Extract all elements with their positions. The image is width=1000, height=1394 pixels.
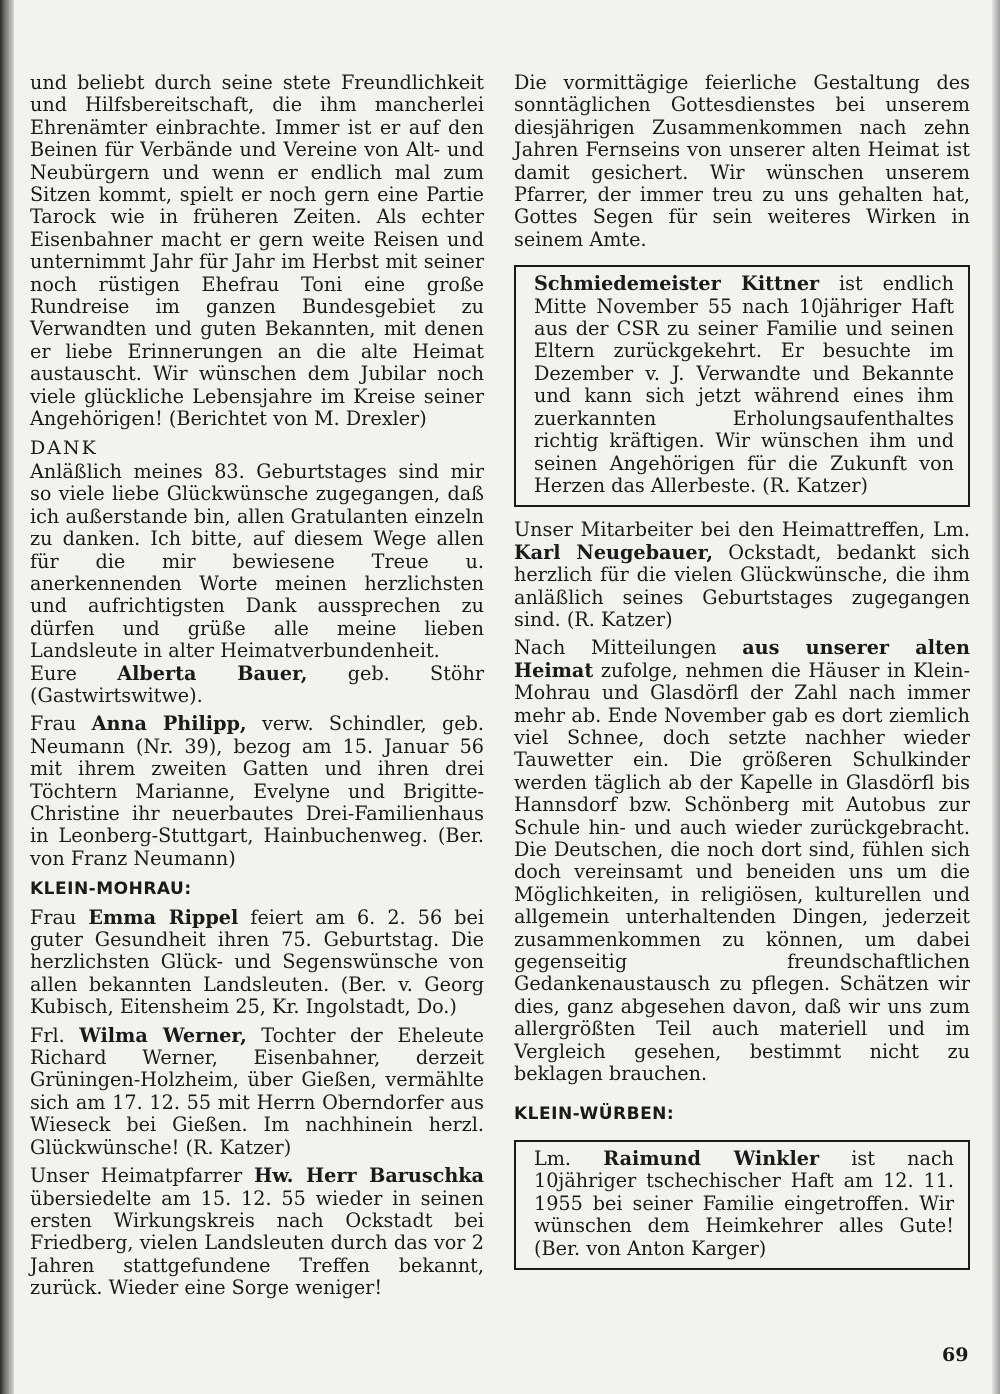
philipp-name: Anna Philipp, [91,712,247,736]
dank-heading: DANK [30,436,98,459]
dank-signature-name: Alberta Bauer, [117,661,308,685]
werner-name: Wilma Werner, [79,1023,247,1047]
rippel-name: Emma Rippel [88,905,239,929]
kittner-name: Schmiedemeister Kittner [534,272,820,296]
neugebauer-name: Karl Neugebauer, [514,540,714,564]
kittner-article: Schmiedemeister Kittner ist endlich Mitte November 55 nach 10jähriger Haft aus der CSR zu seiner Familie und seinen Eltern zurückgekehrt. Er besuchte im Dezember v. J. Verwandte und Bekannte und kann sich jetzt während eines ihm zuerkannten Erholungsaufenthaltes richtig kräftigen. Wir wünschen ihm und seinen Angehörigen für die Zukunft von Herzen das Allerbeste. (R. Katzer) [534,272,954,497]
klein-wuerben-heading: KLEIN-WÜRBEN: [514,1104,675,1125]
page-edge [992,0,1000,1394]
heimat-bold: aus unserer alten Heimat [514,636,971,682]
heimat-article: Nach Mitteilungen aus unserer alten Heimat zufolge, nehmen die Häuser in Klein-Mohrau und Glasdörfl der Zahl nach immer mehr ab. Ende November gab es dort ziemlich viel Schnee, doch setzte nachher wieder Tauwetter ein. Die größeren Schulkinder werden täglich ab der Kapelle in Glasdörfl bis Hannsdorf bzw. Schönberg mit Autobus zur Schule hin- und auch wieder zurückgebracht. Die Deutschen, die noch dort sind, fühlen sich doch vereinsamt und beneiden uns um die Möglichkeiten, in religiösen, kulturellen und allgemein unterhaltenden Dingen, jederzeit zusammenkommen zu können, um dabei gegenseitig freundschaftlichen Gedankenaustausch zu pflegen. Schätzen wir dies, ganz abgesehen davon, daß wir uns zum allergrößten Teil auch materiell und im Vergleich gesehen, bestimmt nicht zu beklagen brauchen. [514,636,971,1086]
baruschka-name: Hw. Herr Baruschka [254,1164,484,1188]
werner-article: Frl. Wilma Werner, Tochter der Eheleute Richard Werner, Eisenbahner, derzeit Grüningen-Holzheim, über Gießen, vermählte sich am 17. 12. 55 mit Herrn Oberndorfer aus Wieseck bei Gießen. Im nachhinein herzl. Glückwünsche! (R. Katzer) [30,1023,485,1159]
winkler-article: Lm. Raimund Winkler ist nach 10jähriger tschechischer Haft am 12. 11. 1955 bei seiner Familie eingetroffen. Wir wünschen dem Heimkehrer alles Gute! (Ber. von Anton Karger) [534,1146,955,1260]
philipp-article: Frau Anna Philipp, verw. Schindler, geb. Neumann (Nr. 39), bezog am 15. Januar 56 mit ihrem zweiten Gatten und ihren drei Töchtern Marianne, Evelyne und Brigitte-Christine ihr neuerbautes Drei-Familienhaus in Leonberg-Stuttgart, Hainbuchenweg. (Ber. von Franz Neumann) [30,712,484,870]
dank-text: Anläßlich meines 83. Geburtstages sind mir so viele liebe Glückwünsche zugegangen, daß ich außerstande bin, allen Gratulanten einzeln zu danken. Ich bitte, auf diesem Wege allen für die mir bewiesene Treue u. anerkennenden Worte meinen herzlichsten und aufrichtigsten Dank aussprechen zu dürfen und grüße alle meine lieben Landsleute in alter Heimatverbundenheit. [30,459,484,663]
left-column [30,72,484,1306]
baruschka-article: Unser Heimatpfarrer Hw. Herr Baruschka übersiedelte am 15. 12. 55 wieder in seinen ersten Wirkungskreis nach Ockstadt bei Friedberg, vielen Landsleuten durch das vor 2 Jahren stattgefundene Treffen bekannt, zurück. Wieder eine Sorge weniger! [30,1164,484,1300]
rippel-article: Frau Emma Rippel feiert am 6. 2. 56 bei guter Gesundheit ihren 75. Geburtstag. Die herzlichsten Glück- und Segenswünsche von allen bekannten Landsleuten. (Ber. v. Georg Kubisch, Eitensheim 25, Kr. Ingolstadt, Do.) [30,905,484,1019]
kittner-box [514,265,970,507]
winkler-name: Raimund Winkler [603,1146,820,1170]
dank-article: Anläßlich meines 83. Geburtstages sind mir so viele liebe Glückwünsche zugegangen, daß ich außerstande bin, allen Gratulanten einzeln zu danken. Ich bitte, auf diesem Wege allen für die mir bewiesene Treue u. anerkennenden Worte meinen herzlichsten und aufrichtigsten Dank aussprechen zu dürfen und grüße alle meine lieben Landsleute in alter Heimatverbundenheit. Eure Alberta Bauer, geb. Stöhr (Gastwirtswitwe). [30,459,484,707]
page-number: 69 [942,1344,969,1366]
neugebauer-article: Unser Mitarbeiter bei den Heimattreffen, Lm. Karl Neugebauer, Ockstadt, bedankt sich herzlich für die vielen Glückwünsche, die ihm anläßlich seines Geburtstages zugegangen sind. (R. Katzer) [514,518,970,631]
right-column [514,72,970,1282]
gottesdienst-article: Die vormittägige feierliche Gestaltung des sonntäglichen Gottesdienstes bei unserem diesjährigen Zusammenkommen nach zehn Jahren Fernseins von unserer alten Heimat ist damit gesichert. Wir wünschen unserem Pfarrer, der immer treu zu uns gehalten hat, Gottes Segen für sein weiteres Wirken in seinem Amte. [514,71,970,251]
jubilee-article-continuation: und beliebt durch seine stete Freundlichkeit und Hilfsbereitschaft, die ihm mancherlei Ehrenämter einbrachte. Immer ist er auf den Beinen für Verbände und Vereine von Alt- und Neubürgern und wenn er endlich mal zum Sitzen kommt, spielt er noch gern eine Partie Tarock wie in früheren Zeiten. Als echter Eisenbahner macht er gern weite Reisen und unternimmt Jahr für Jahr im Herbst mit seiner noch rüstigen Ehefrau Toni eine große Rundreise im ganzen Bundesgebiet zu Verwandten und guten Bekannten, mit denen er liebe Erinnerungen an die alte Heimat austauscht. Wir wünschen dem Jubilar noch viele glückliche Lebensjahre im Kreise seiner Angehörigen! (Berichtet von M. Drexler) [30,71,484,431]
page-binding-shadow [0,0,14,1394]
klein-mohrau-heading: KLEIN-MOHRAU: [30,879,192,900]
winkler-box [514,1140,970,1270]
